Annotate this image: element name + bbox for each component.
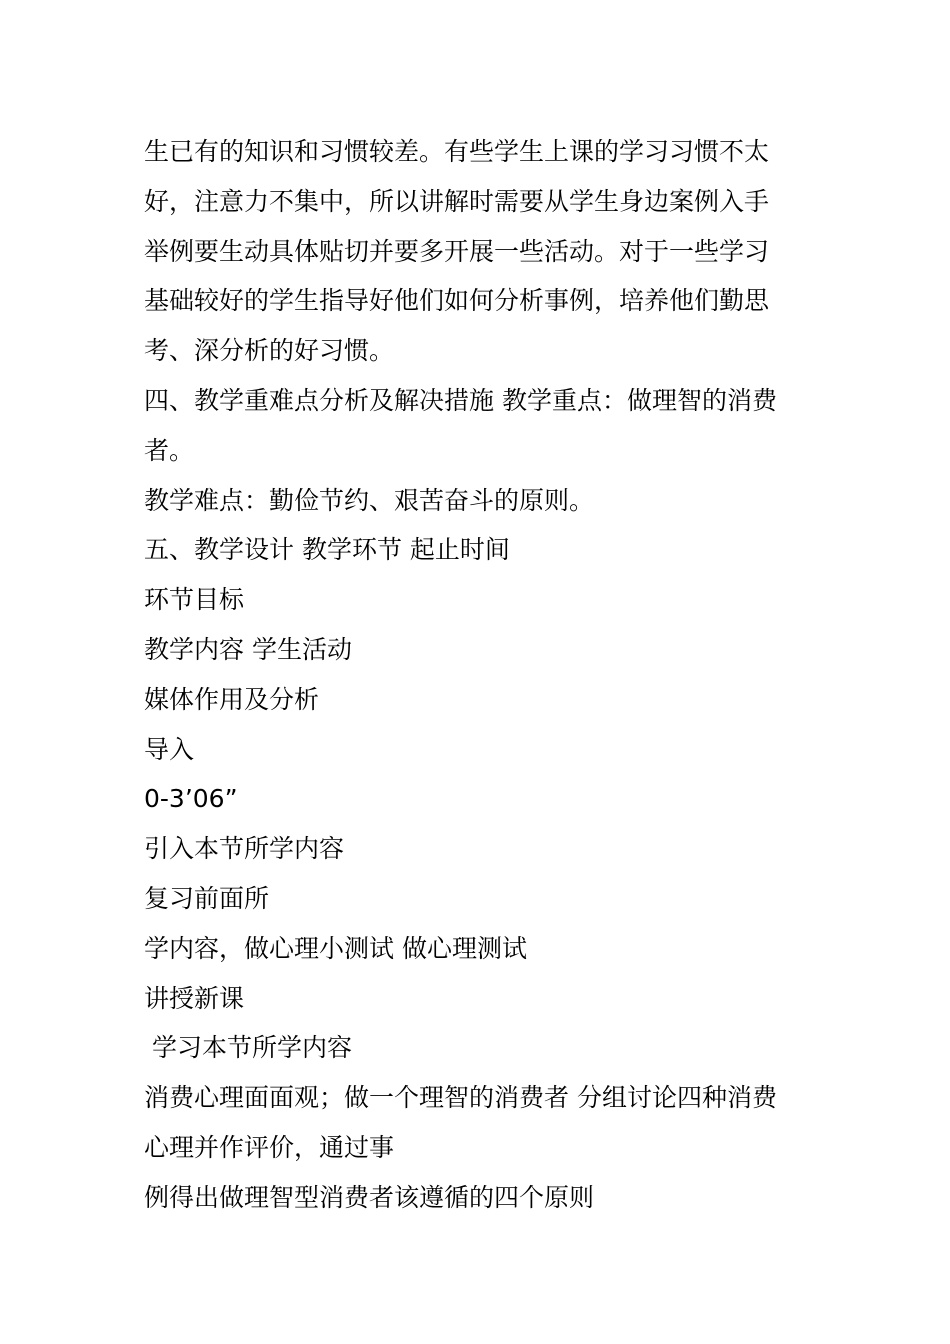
- section-heading-5: 五、教学设计 教学环节 起止时间: [144, 535, 510, 565]
- text-line-19: 学习本节所学内容: [144, 1033, 352, 1063]
- teaching-difficulty: 教学难点：勤俭节约、艰苦奋斗的原则。: [144, 485, 595, 515]
- text-line-18: 讲授新课: [144, 983, 245, 1013]
- text-line-12: 媒体作用及分析: [144, 684, 320, 714]
- text-line-15: 引入本节所学内容: [144, 834, 345, 864]
- time-range: 0-3’06”: [144, 784, 238, 814]
- text-line-11: 教学内容 学生活动: [144, 634, 352, 664]
- text-line-1: 生已有的知识和习惯较差。有些学生上课的学习习惯不太: [144, 137, 770, 166]
- text-line-7: 者。: [144, 435, 195, 465]
- document-body: [144, 127, 814, 1223]
- text-line-20: 消费心理面面观；做一个理智的消费者 分组讨论四种消费: [144, 1083, 777, 1113]
- text-line-22: 例得出做理智型消费者该遵循的四个原则: [144, 1182, 595, 1212]
- text-line-16: 复习前面所: [144, 883, 270, 913]
- text-line-10: 环节目标: [144, 585, 245, 615]
- text-line-21: 心理并作评价，通过事: [144, 1132, 395, 1162]
- text-line-17: 学内容，做心理小测试 做心理测试: [144, 933, 527, 963]
- section-heading-4: 四、教学重难点分析及解决措施 教学重点：做理智的消费: [144, 385, 777, 415]
- text-line-13: 导入: [144, 734, 195, 764]
- text-line-5: 考、深分析的好习惯。: [144, 336, 395, 366]
- text-line-2: 好，注意力不集中，所以讲解时需要从学生身边案例入手: [144, 186, 770, 216]
- text-line-3: 举例要生动具体贴切并要多开展一些活动。对于一些学习: [144, 236, 770, 266]
- text-line-4: 基础较好的学生指导好他们如何分析事例，培养他们勤思: [144, 286, 770, 316]
